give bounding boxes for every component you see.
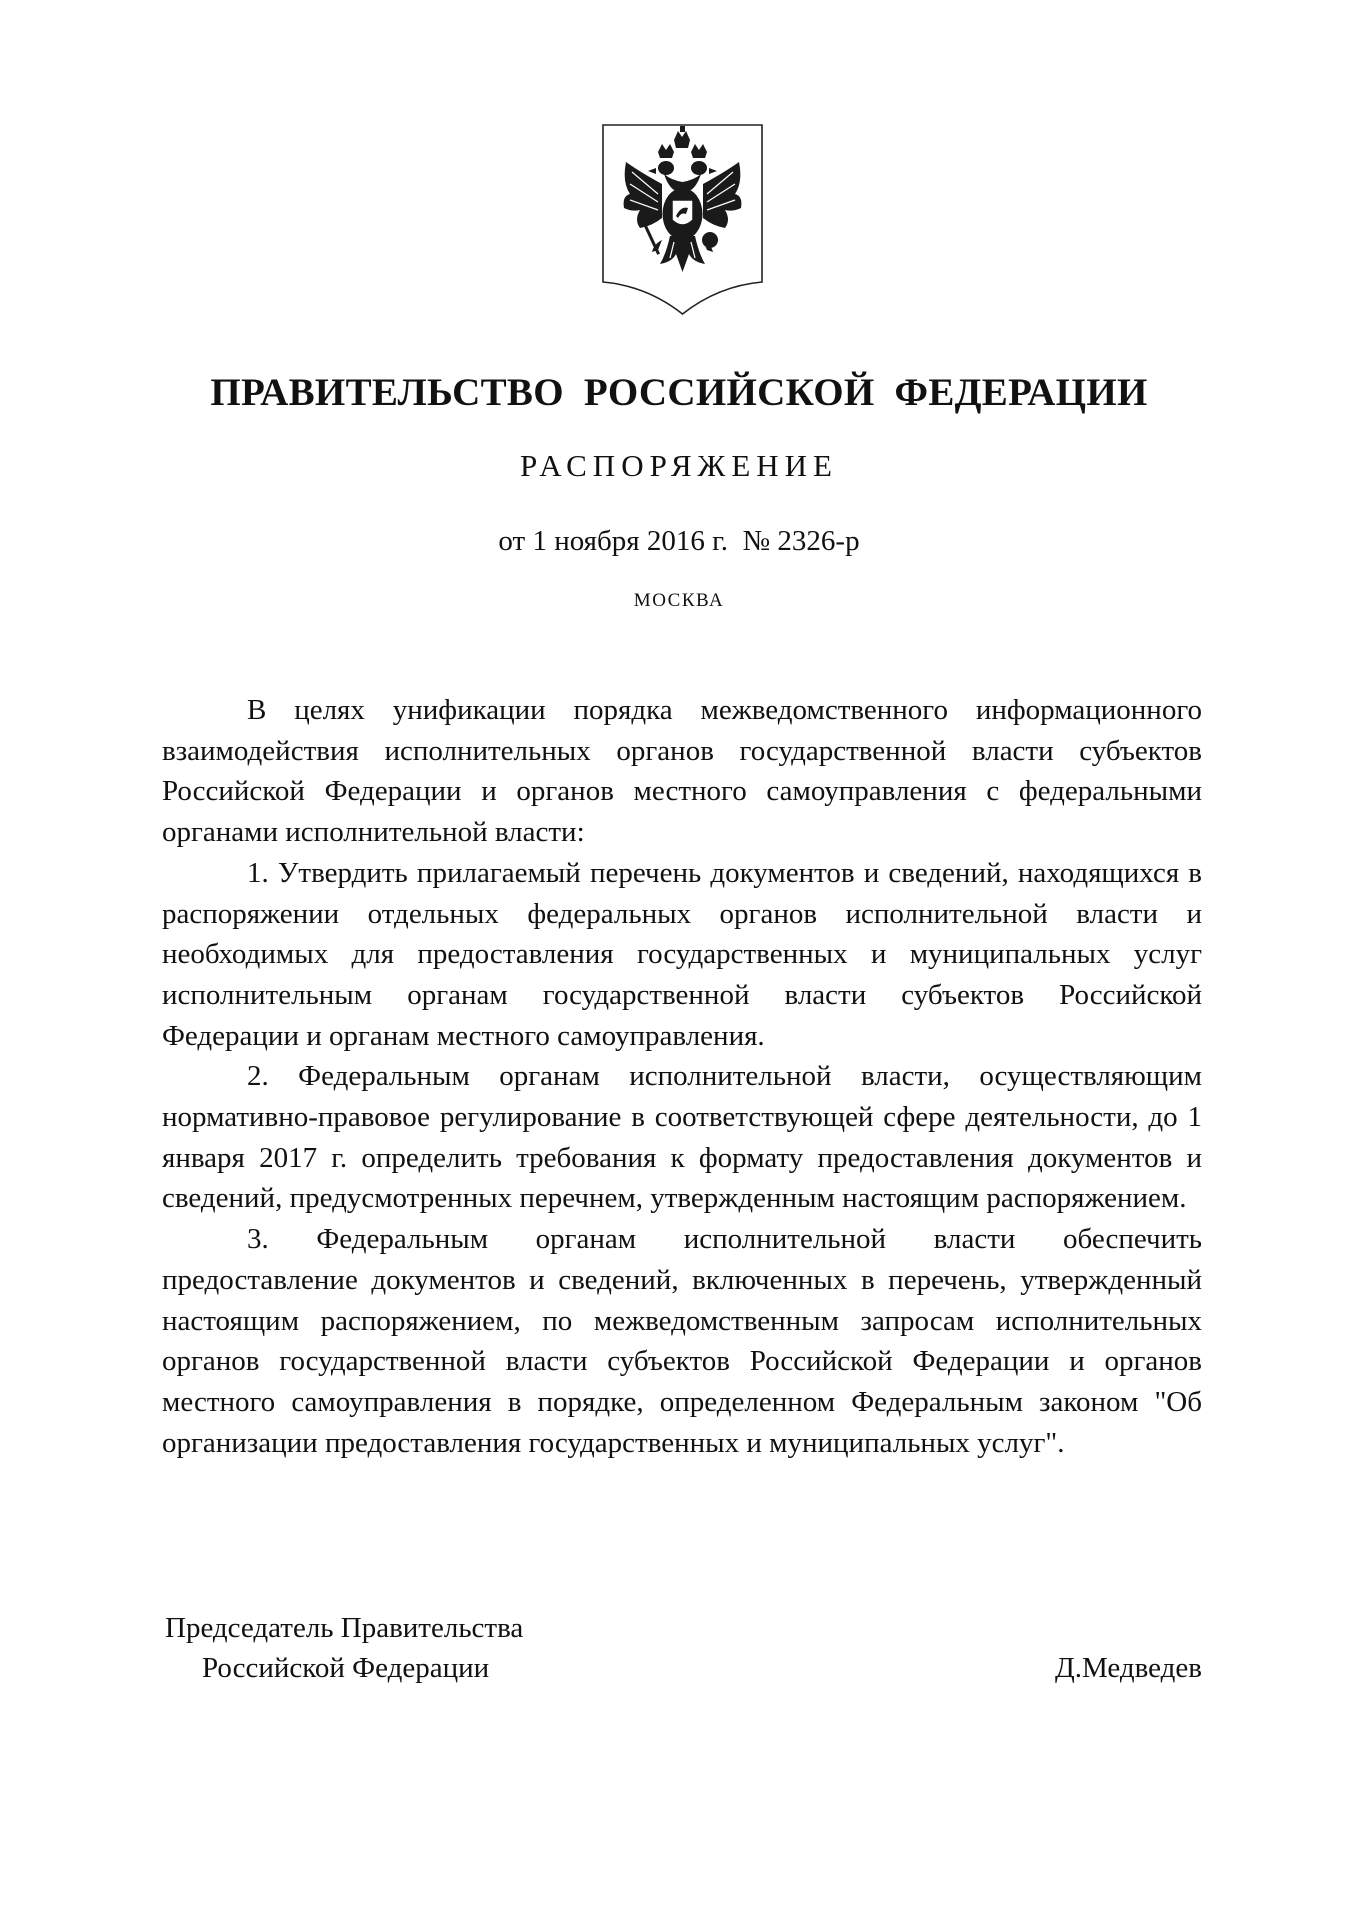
document-type: РАСПОРЯЖЕНИЕ <box>520 448 838 483</box>
government-title: ПРАВИТЕЛЬСТВО РОССИЙСКОЙ ФЕДЕРАЦИИ <box>210 371 1148 414</box>
signatory-position <box>165 1608 665 1688</box>
clause-1-paragraph: 1. Утвердить прилагаемый перечень документов и сведений, находящихся в распоряжении отдельных федеральных органов исполнительной власти и необходимых для предоставления государственных и муниципальных услуг исполнительным органам государственной власти субъектов Российской Федерации и органам местного самоуправления. <box>162 856 1202 1052</box>
signatory-position-line-2: Российской Федерации <box>202 1652 490 1684</box>
clause-3-paragraph: 3. Федеральным органам исполнительной власти обеспечить предоставление документов и сведений, включенных в перечень, утвержденный настоящим распоряжением, по межведомственным запросам исполнительных органов государственной власти субъектов Российской Федерации и органов местного самоуправления в порядке, определенном Федеральным законом "Об организации предоставления государственных и муниципальных услуг". <box>162 1223 1202 1459</box>
coat-of-arms-icon <box>600 122 765 318</box>
preamble-paragraph: В целях унификации порядка межведомственного информационного взаимодействия исполнительных органов государственной власти субъектов Российской Федерации и органов местного самоуправления с федеральными органами исполнительной власти: <box>162 694 1202 849</box>
clause-2-paragraph: 2. Федеральным органам исполнительной власти, осуществляющим нормативно-правовое регулирование в соответствующей сфере деятельности, до 1 января 2017 г. определить требования к формату предоставления документов и сведений, предусмотренных перечнем, утвержденным настоящим распоряжением. <box>162 1060 1202 1215</box>
signatory-position-line-1: Председатель Правительства <box>165 1612 524 1644</box>
document-date-number: от 1 ноября 2016 г. № 2326-р <box>498 525 860 557</box>
document-body <box>162 690 1202 1463</box>
signatory-name: Д.Медведев <box>1054 1652 1202 1684</box>
document-city: МОСКВА <box>633 590 725 611</box>
